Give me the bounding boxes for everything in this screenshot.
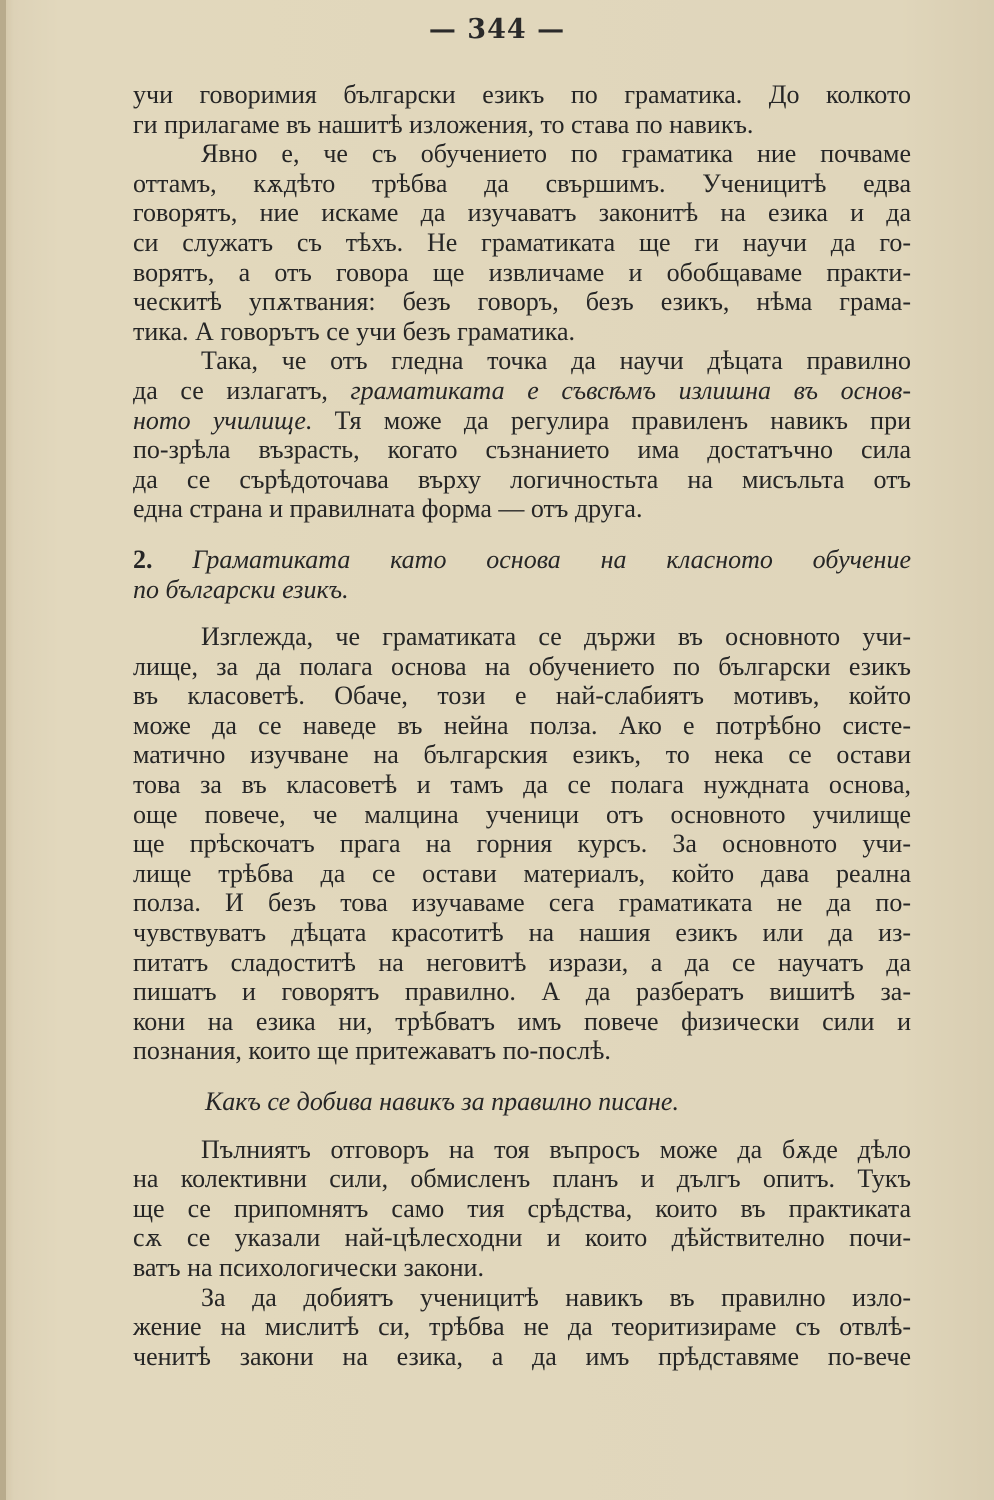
text-line: ворятъ, а отъ говора ще извличаме и обобщаваме практи- [133,257,911,287]
section-title-line: по български езикъ. [133,574,349,604]
paragraph-3 [133,346,911,524]
text-line: Пълниятъ отговоръ на тоя въпросъ може да бѫде дѣло [201,1134,911,1164]
text-line: чувствуватъ дѣцата красотитѣ на нашия езикъ или да из- [133,918,911,948]
section-title-line [133,545,911,575]
text-line: още повече, че малцина ученици отъ основното училище [133,799,911,829]
text-line: говорятъ, ние искаме да изучаватъ законитѣ на езика и да [133,198,911,228]
text-line: по-зрѣла възрасть, когато съзнанието има достатъчно сила [133,435,911,465]
text-line: познания, които ще притежаватъ по-послѣ. [133,1036,611,1066]
spacer [133,1117,911,1135]
text-line: ще прѣскочатъ прага на горния курсъ. За основното учи- [133,829,911,859]
paragraph-1 [133,80,911,139]
paragraph-4 [133,622,911,1066]
section-title: Граматиката като основа на класното обучение [192,544,911,574]
text-line: да се сърѣдоточава върху логичностьта на мисъльта отъ [133,464,911,494]
text-segment: да се излагатъ, [133,375,351,405]
text-line: За да добиятъ ученицитѣ навикъ въ правилно изло- [201,1282,911,1312]
text-line: ченитѣ закони на езика, а да имъ прѣдставяме по-вече [133,1341,911,1371]
text-line: оттамъ, кѫдѣто трѣбва да свършимъ. Ученицитѣ едва [133,168,911,198]
text-line: си служатъ съ тѣхъ. Не граматиката ще ги научи да го- [133,227,911,257]
page-number: — 344 — [428,14,566,45]
text-line: Явно е, че съ обучението по граматика ние почваме [201,139,911,169]
text-segment: Тя може да регулира правиленъ навикъ при [312,405,911,435]
text-line: пишатъ и говорятъ правилно. А да разбератъ вишитѣ за- [133,977,911,1007]
spacer [133,524,911,545]
text-line: тика. А говорътъ се учи безъ граматика. [133,316,575,346]
text-line: ватъ на психологически закони. [133,1252,484,1282]
section-number: 2. [133,544,153,574]
paragraph-5 [133,1135,911,1283]
page-body [133,80,911,1371]
text-line: ческитѣ упѫтвания: безъ говоръ, безъ езикъ, нѣма грама- [133,287,911,317]
subheading: Какъ се добива навикъ за правилно писане. [205,1087,679,1116]
paragraph-2 [133,139,911,346]
text-line: ги прилагаме въ нашитѣ изложения, то става по навикъ. [133,109,754,139]
text-line: полза. И безъ това изучаваме сега граматиката не да по- [133,888,911,918]
paragraph-6 [133,1283,911,1372]
text-line: на колективни сили, обмисленъ планъ и дългъ опитъ. Тукъ [133,1164,911,1194]
text-line: учи говоримия български езикъ по граматика. До колкото [133,80,911,109]
spacer [133,1066,911,1087]
text-line: може да се наведе въ нейна полза. Ако е потрѣбно систе- [133,710,911,740]
text-line [133,406,911,436]
text-line: това за въ класоветѣ и тамъ да се полага нуждната основа, [133,770,911,800]
text-line: питатъ сладоститѣ на неговитѣ изрази, а да се научатъ да [133,947,911,977]
text-line [133,376,911,406]
spacer [133,604,911,622]
text-line: една страна и правилната форма — отъ друга. [133,494,643,524]
text-line: Така, че отъ гледна точка да научи дѣцата правилно [201,346,911,376]
text-line: жение на мислитѣ си, трѣбва не да теоритизираме съ отвлѣ- [133,1312,911,1342]
page-edge [0,0,6,1500]
section-heading [133,545,911,604]
text-line: въ класоветѣ. Обаче, този е най-слабиятъ мотивъ, който [133,681,911,711]
text-line: Изглежда, че граматиката се държи въ основното учи- [201,622,911,652]
text-line: ще се припомнятъ само тия срѣдства, които въ практиката [133,1193,911,1223]
text-line: матично изучване на българския езикъ, то нека се остави [133,740,911,770]
emphasis-text: граматиката е съвсѣмъ излишна въ основ- [350,375,912,405]
text-line: сѫ се указали най-цѣлесходни и които дѣйствително почи- [133,1223,911,1253]
text-line: лище, за да полага основа на обучението по български езикъ [133,651,911,681]
emphasis-text: ното училище. [133,405,313,435]
text-line: кони на езика ни, трѣбватъ имъ повече физически сили и [133,1006,911,1036]
text-line: лище трѣбва да се остави материалъ, който дава реална [133,858,911,888]
